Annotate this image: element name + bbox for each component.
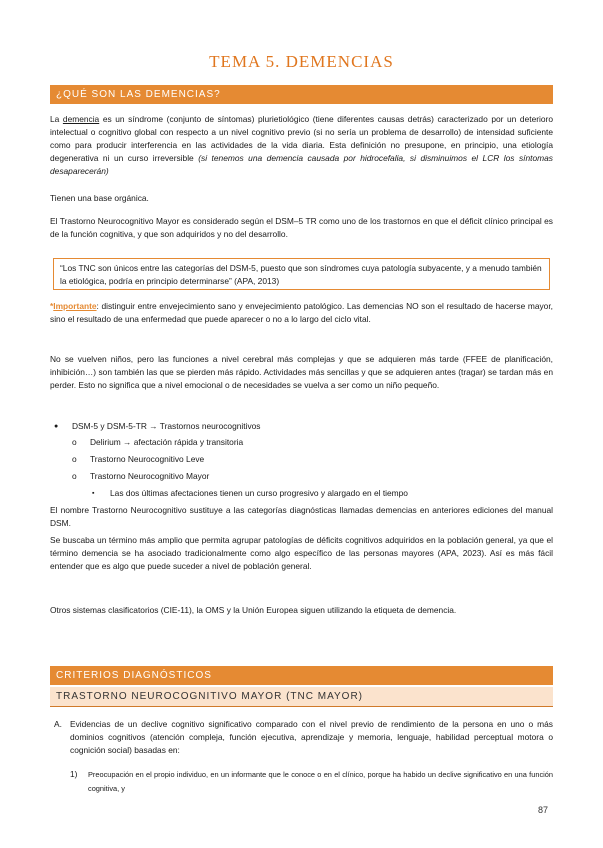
circle-bullet-icon: o — [72, 471, 77, 481]
list-item-delirium: Delirium → afectación rápida y transitoria — [90, 437, 244, 447]
important-star: * — [50, 301, 54, 311]
list-item-tnc-leve: Trastorno Neurocognitivo Leve — [90, 454, 205, 464]
subsection-heading-tnc-mayor: TRASTORNO NEUROCOGNITIVO MAYOR (TNC MAYOR) — [50, 687, 553, 707]
page-title: TEMA 5. DEMENCIAS — [209, 52, 394, 71]
apa-quote-box: “Los TNC son únicos entre las categorías del DSM-5, puesto que son síndromes cuya patología subyacente, y a menudo también la etiológica, podría en principio determinarse” (APA, 2013) — [53, 258, 550, 290]
list-item-progressive: Las dos últimas afectaciones tienen un curso progresivo y alargado en el tiempo — [110, 488, 408, 498]
page-number: 87 — [538, 805, 549, 815]
section-heading-que-son: ¿QUÉ SON LAS DEMENCIAS? — [50, 85, 553, 105]
criterion-1-marker: 1) — [70, 769, 78, 779]
criterion-a-text: Evidencias de un declive cognitivo significativo comparado con el nivel previo de rendimiento de la persona en uno o más dominios cognitivos (atención compleja, función ejecutiva, aprendizaje y memoria, lenguaje, habilidad perceptual motora o cognición social) basadas en: — [70, 719, 553, 755]
circle-bullet-icon: o — [72, 454, 77, 464]
criterion-1-text: Preocupación en el propio individuo, en un informante que le conoce o en el clínico, porque ha habido un declive significativo en una función cognitiva, y — [88, 770, 553, 793]
broader-term-paragraph: Se buscaba un término más amplio que permita agrupar patologías de déficits cognitivos adquiridos en la población general, ya que el término demencia se ha asociado tradicionalmente como algo específico de las personas mayores (APA, 2023). Así es más fácil entender que es algo que puede suceder a nivel de población general. — [50, 535, 553, 571]
criterion-a-marker: A. — [54, 719, 62, 729]
important-label: Importante — [53, 301, 97, 311]
definition-term: demencia — [62, 114, 100, 124]
not-children-paragraph: No se vuelven niños, pero las funciones a nivel cerebral más complejas y que se adquieren más tarde (FFEE de planificación, inhibición…) son también las que se pierden más rápido. Actividades más sencillas y que se adquieren antes (tragar) se tardan más en perder. Esto no significa que a nivel emocional o de necesidades se vuelva a ser como un niño pequeño. — [50, 354, 553, 390]
square-bullet-icon: ▪ — [92, 490, 95, 497]
circle-bullet-icon: o — [72, 437, 77, 447]
important-paragraph — [50, 300, 553, 326]
organic-base-paragraph: Tienen una base orgánica. — [50, 193, 149, 203]
rename-paragraph: El nombre Trastorno Neurocognitivo sustituye a las categorías diagnósticas llamadas demencias en anteriores ediciones del manual DSM. — [50, 505, 553, 528]
list-item-dsm: DSM-5 y DSM-5-TR → Trastornos neurocognitivos — [72, 421, 261, 431]
definition-paragraph — [50, 113, 553, 178]
definition-pre: La — [50, 114, 63, 124]
other-systems-paragraph: Otros sistemas clasificatorios (CIE-11), la OMS y la Unión Europea siguen utilizando la etiqueta de demencia. — [50, 605, 457, 615]
definition-body: es un síndrome (conjunto de síntomas) plurietiológico (tiene diferentes causas detrás) caracterizado por un deterioro intelectual o cognitivo global con respecto a un nivel cognitivo previo (si no sería un problema de desarrollo) de intensidad suficiente como para producir interferencia en las actividades de la vida diaria. Esta definición no presupone, en principio, una etiología degenerativa ni un curso irreversible — [50, 114, 553, 163]
section-heading-criterios: CRITERIOS DIAGNÓSTICOS — [50, 666, 553, 686]
definition-example: (si tenemos una demencia causada por hidrocefalia, si disminuimos el LCR los síntomas desaparecerán) — [50, 153, 553, 176]
bullet-icon: ● — [54, 423, 59, 430]
dsm-paragraph: El Trastorno Neurocognitivo Mayor es considerado según el DSM–5 TR como uno de los trastornos en que el déficit clínico principal es de la función cognitiva, y que son adquiridos y no del desarrollo. — [50, 216, 553, 239]
important-text: : distinguir entre envejecimiento sano y envejecimiento patológico. Las demencias NO son el resultado de hacerse mayor, sino el resultado de una enfermedad que puede aparecer o no a lo largo del ciclo vital. — [50, 301, 553, 324]
list-item-tnc-mayor: Trastorno Neurocognitivo Mayor — [90, 471, 210, 481]
